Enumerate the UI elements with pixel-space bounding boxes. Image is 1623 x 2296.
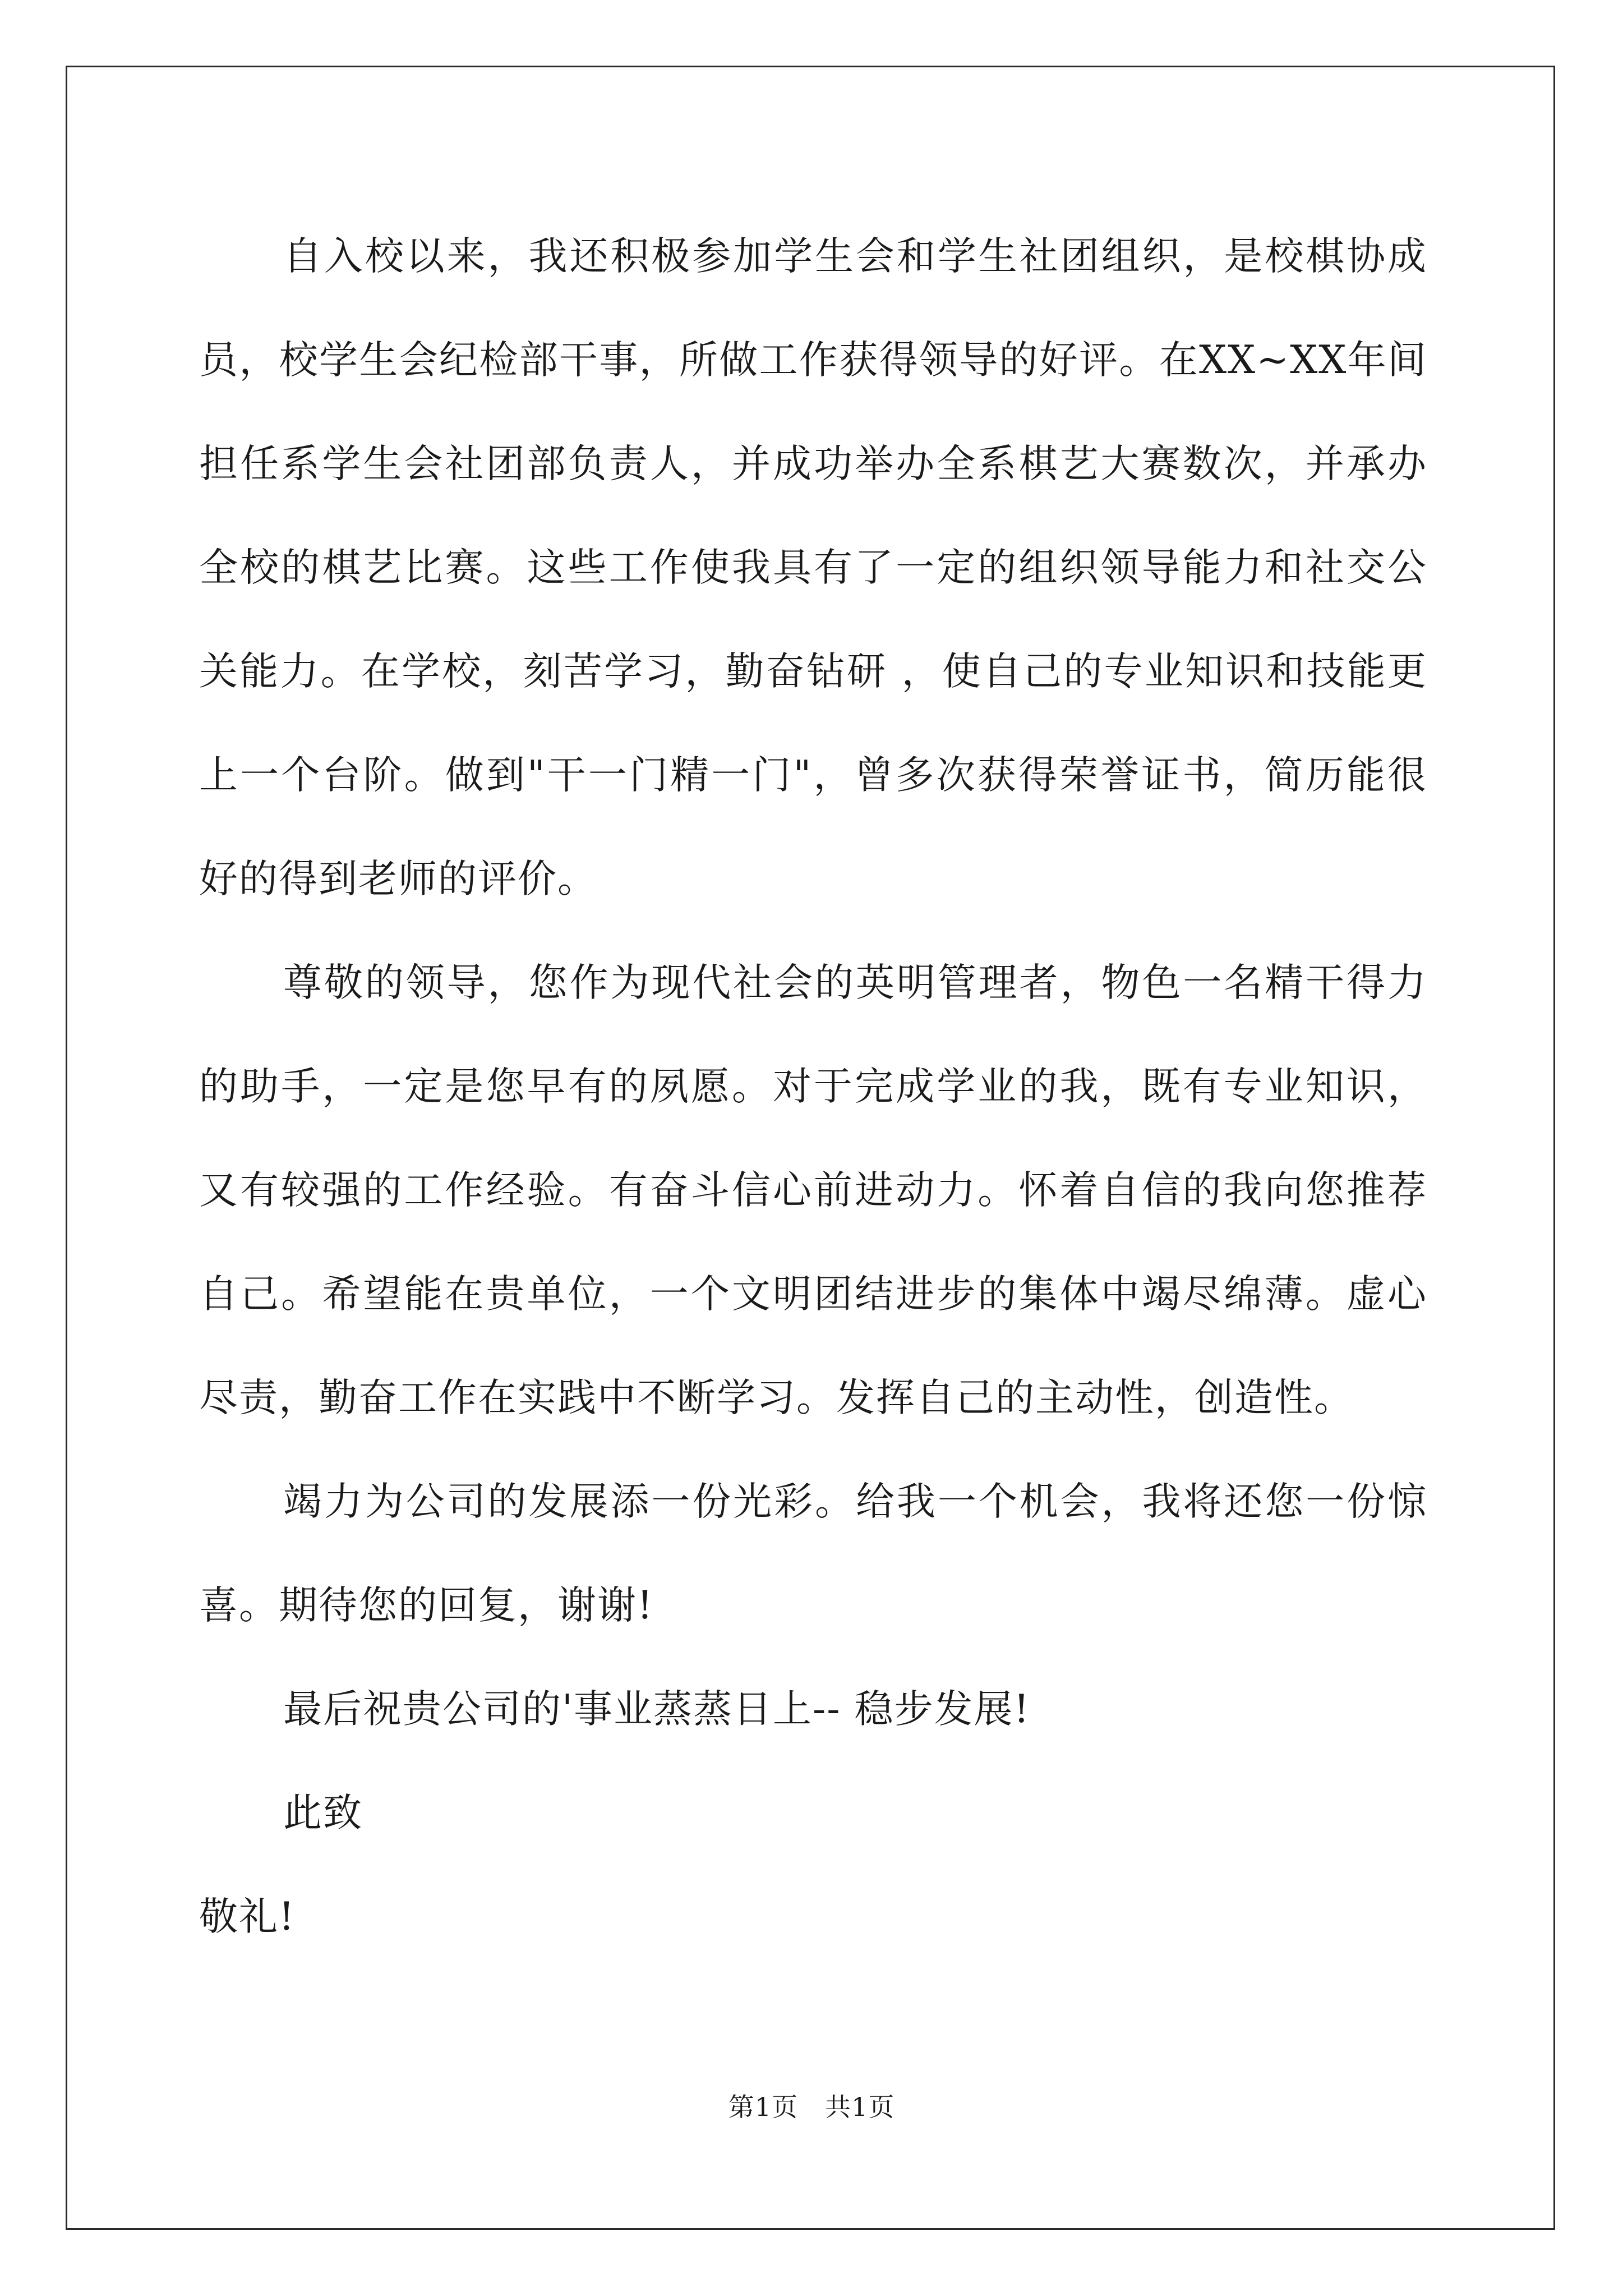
page-number: 第1页 [728,2092,798,2122]
closing-salutation: 敬礼! [199,1894,296,1939]
paragraph-request: 竭力为公司的发展添一份光彩。给我一个机会，我将还您一份惊喜。期待您的回复，谢谢! [199,1479,1427,1628]
letter-body [199,205,1427,1969]
paragraph-experience: 自入校以来，我还积极参加学生会和学生社团组织，是校棋协成员，校学生会纪检部干事，所做工作获得领导的好评。在XX~XX年间担任系学生会社团部负责人，并成功举办全系棋艺大赛数次，并承办全校的棋艺比赛。这些工作使我具有了一定的组织领导能力和社交公关能力。在学校，刻苦学习，勤奋钻研 ，使自己的专业知识和技能更上一个台阶。做到"干一门精一门"，曾多次获得荣誉证书，简历能很好的得到老师的评价。 [199,234,1427,901]
paragraph-cizhi: 此致 [283,1791,363,1835]
paragraph-wishes: 最后祝贵公司的'事业蒸蒸日上-- 稳步发展! [283,1687,1031,1732]
page-total: 共1页 [825,2092,895,2122]
paragraph-recommendation: 尊敬的领导，您作为现代社会的英明管理者，物色一名精干得力的助手，一定是您早有的夙愿。对于完成学业的我，既有专业知识，又有较强的工作经验。有奋斗信心前进动力。怀着自信的我向您推荐自己。希望能在贵单位，一个文明团结进步的集体中竭尽绵薄。虚心尽责，勤奋工作在实践中不断学习。发挥自己的主动性，创造性。 [199,960,1427,1420]
page-footer [0,2087,1623,2124]
